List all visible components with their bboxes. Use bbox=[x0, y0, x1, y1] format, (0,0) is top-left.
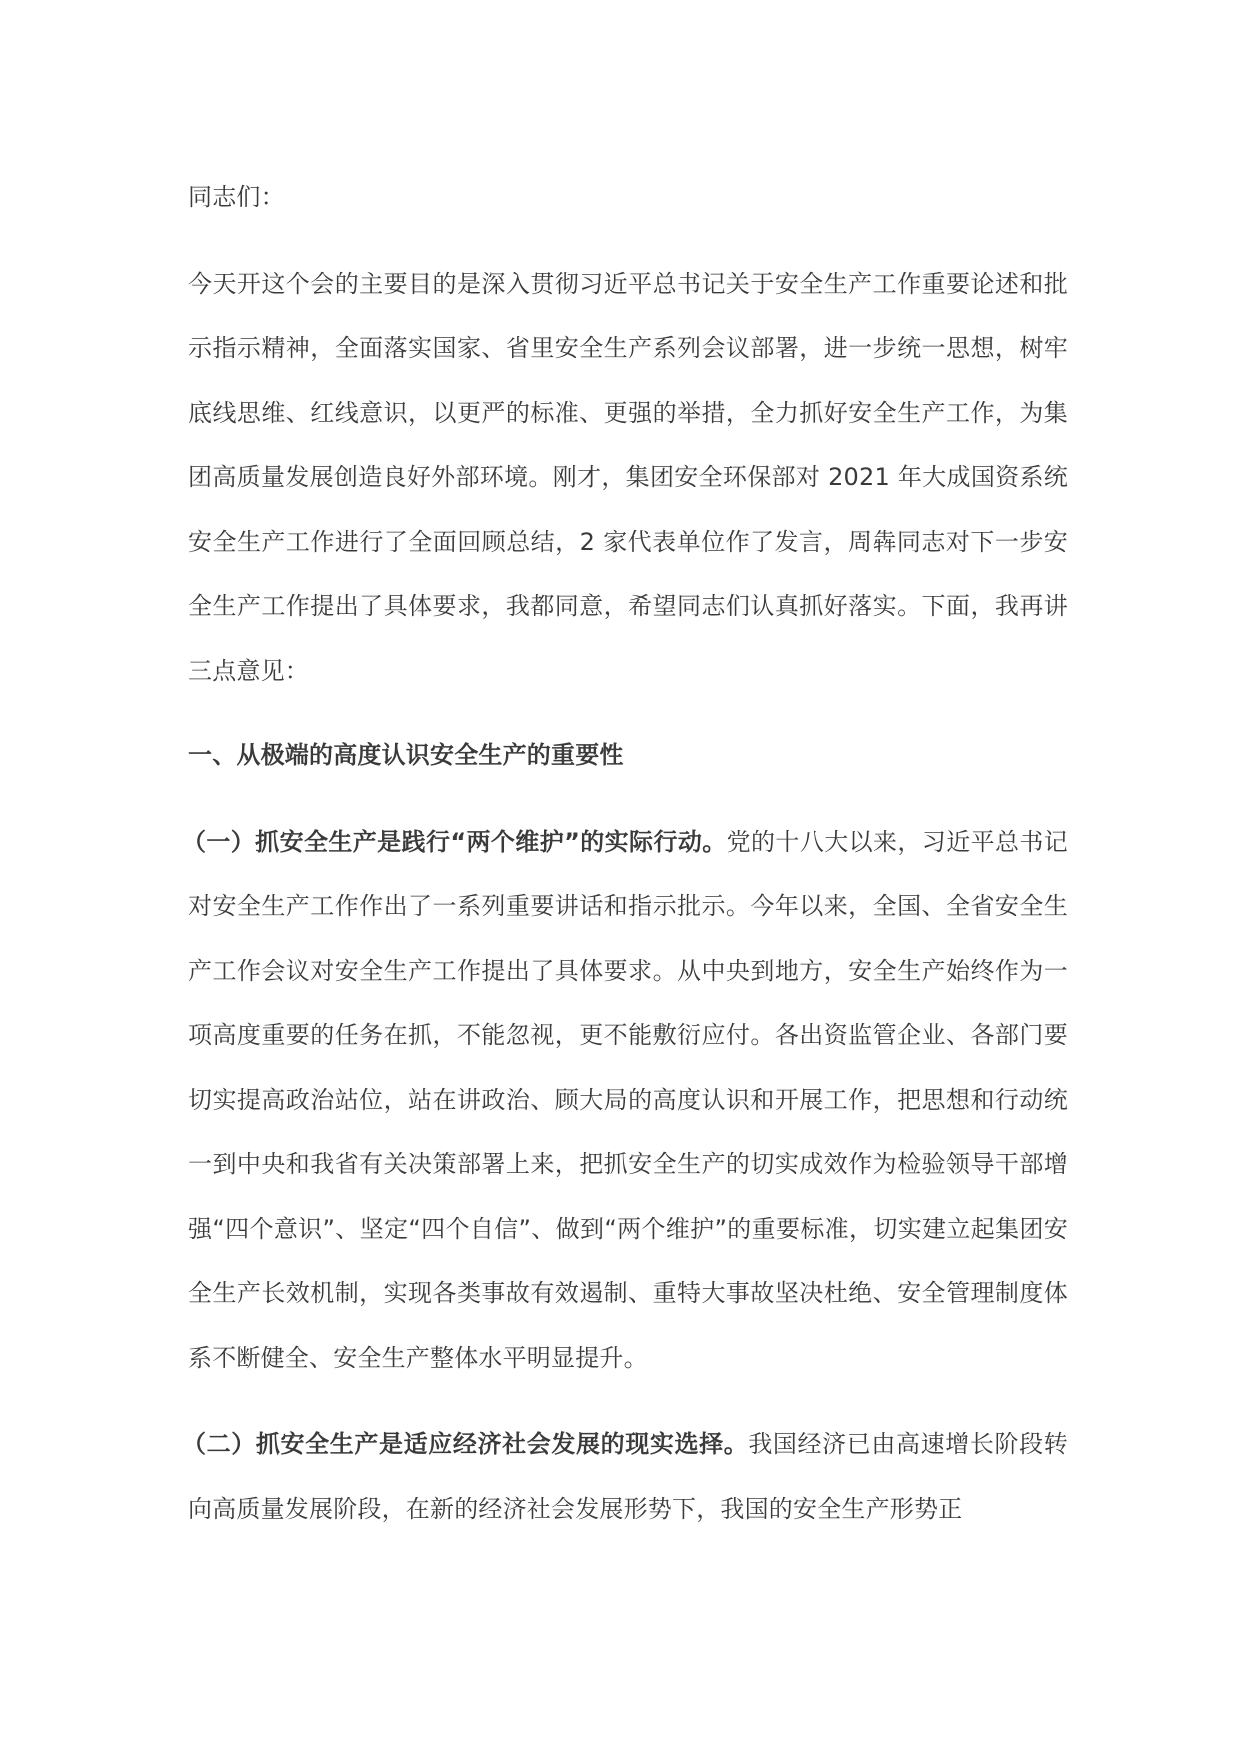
point-1-paragraph bbox=[182, 810, 1068, 1391]
point-2-body: 我国经济已由高速增长阶段转向高质量发展阶段，在新的经济社会发展形势下，我国的安全生产形势正 bbox=[188, 1430, 1068, 1523]
point-2-paragraph bbox=[182, 1412, 1068, 1541]
document-body bbox=[182, 165, 1068, 1541]
intro-paragraph: 今天开这个会的主要目的是深入贯彻习近平总书记关于安全生产工作重要论述和批示指示精神，全面落实国家、省里安全生产系列会议部署，进一步统一思想，树牢底线思维、红线意识，以更严的标准、更强的举措，全力抓好安全生产工作，为集团高质量发展创造良好外部环境。刚才，集团安全环保部对 2021 年大成国资系统安全生产工作进行了全面回顾总结，2 家代表单位作了发言，周犇同志对下一步安全生产工作提出了具体要求，我都同意，希望同志们认真抓好落实。下面，我再讲三点意见： bbox=[188, 269, 1068, 685]
point-1-lead: （一）抓安全生产是践行“两个维护”的实际行动。 bbox=[182, 827, 727, 856]
point-2-lead: （二）抓安全生产是适应经济社会发展的现实选择。 bbox=[182, 1430, 749, 1458]
salutation: 同志们： bbox=[188, 183, 285, 211]
point-1-body: 党的十八大以来，习近平总书记对安全生产工作作出了一系列重要讲话和指示批示。今年以来，全国、全省安全生产工作会议对安全生产工作提出了具体要求。从中央到地方，安全生产始终作为一项高度重要的任务在抓，不能忽视，更不能敷衍应付。各出资监管企业、各部门要切实提高政治站位，站在讲政治、顾大局的高度认识和开展工作，把思想和行动统一到中央和我省有关决策部署上来，把抓安全生产的切实成效作为检验领导干部增强“四个意识”、坚定“四个自信”、做到“两个维护”的重要标准，切实建立起集团安全生产长效机制，实现各类事故有效遏制、重特大事故坚决杜绝、安全管理制度体系不断健全、安全生产整体水平明显提升。 bbox=[188, 827, 1068, 1372]
section-heading-1: 一、从极端的高度认识安全生产的重要性 bbox=[188, 741, 624, 769]
